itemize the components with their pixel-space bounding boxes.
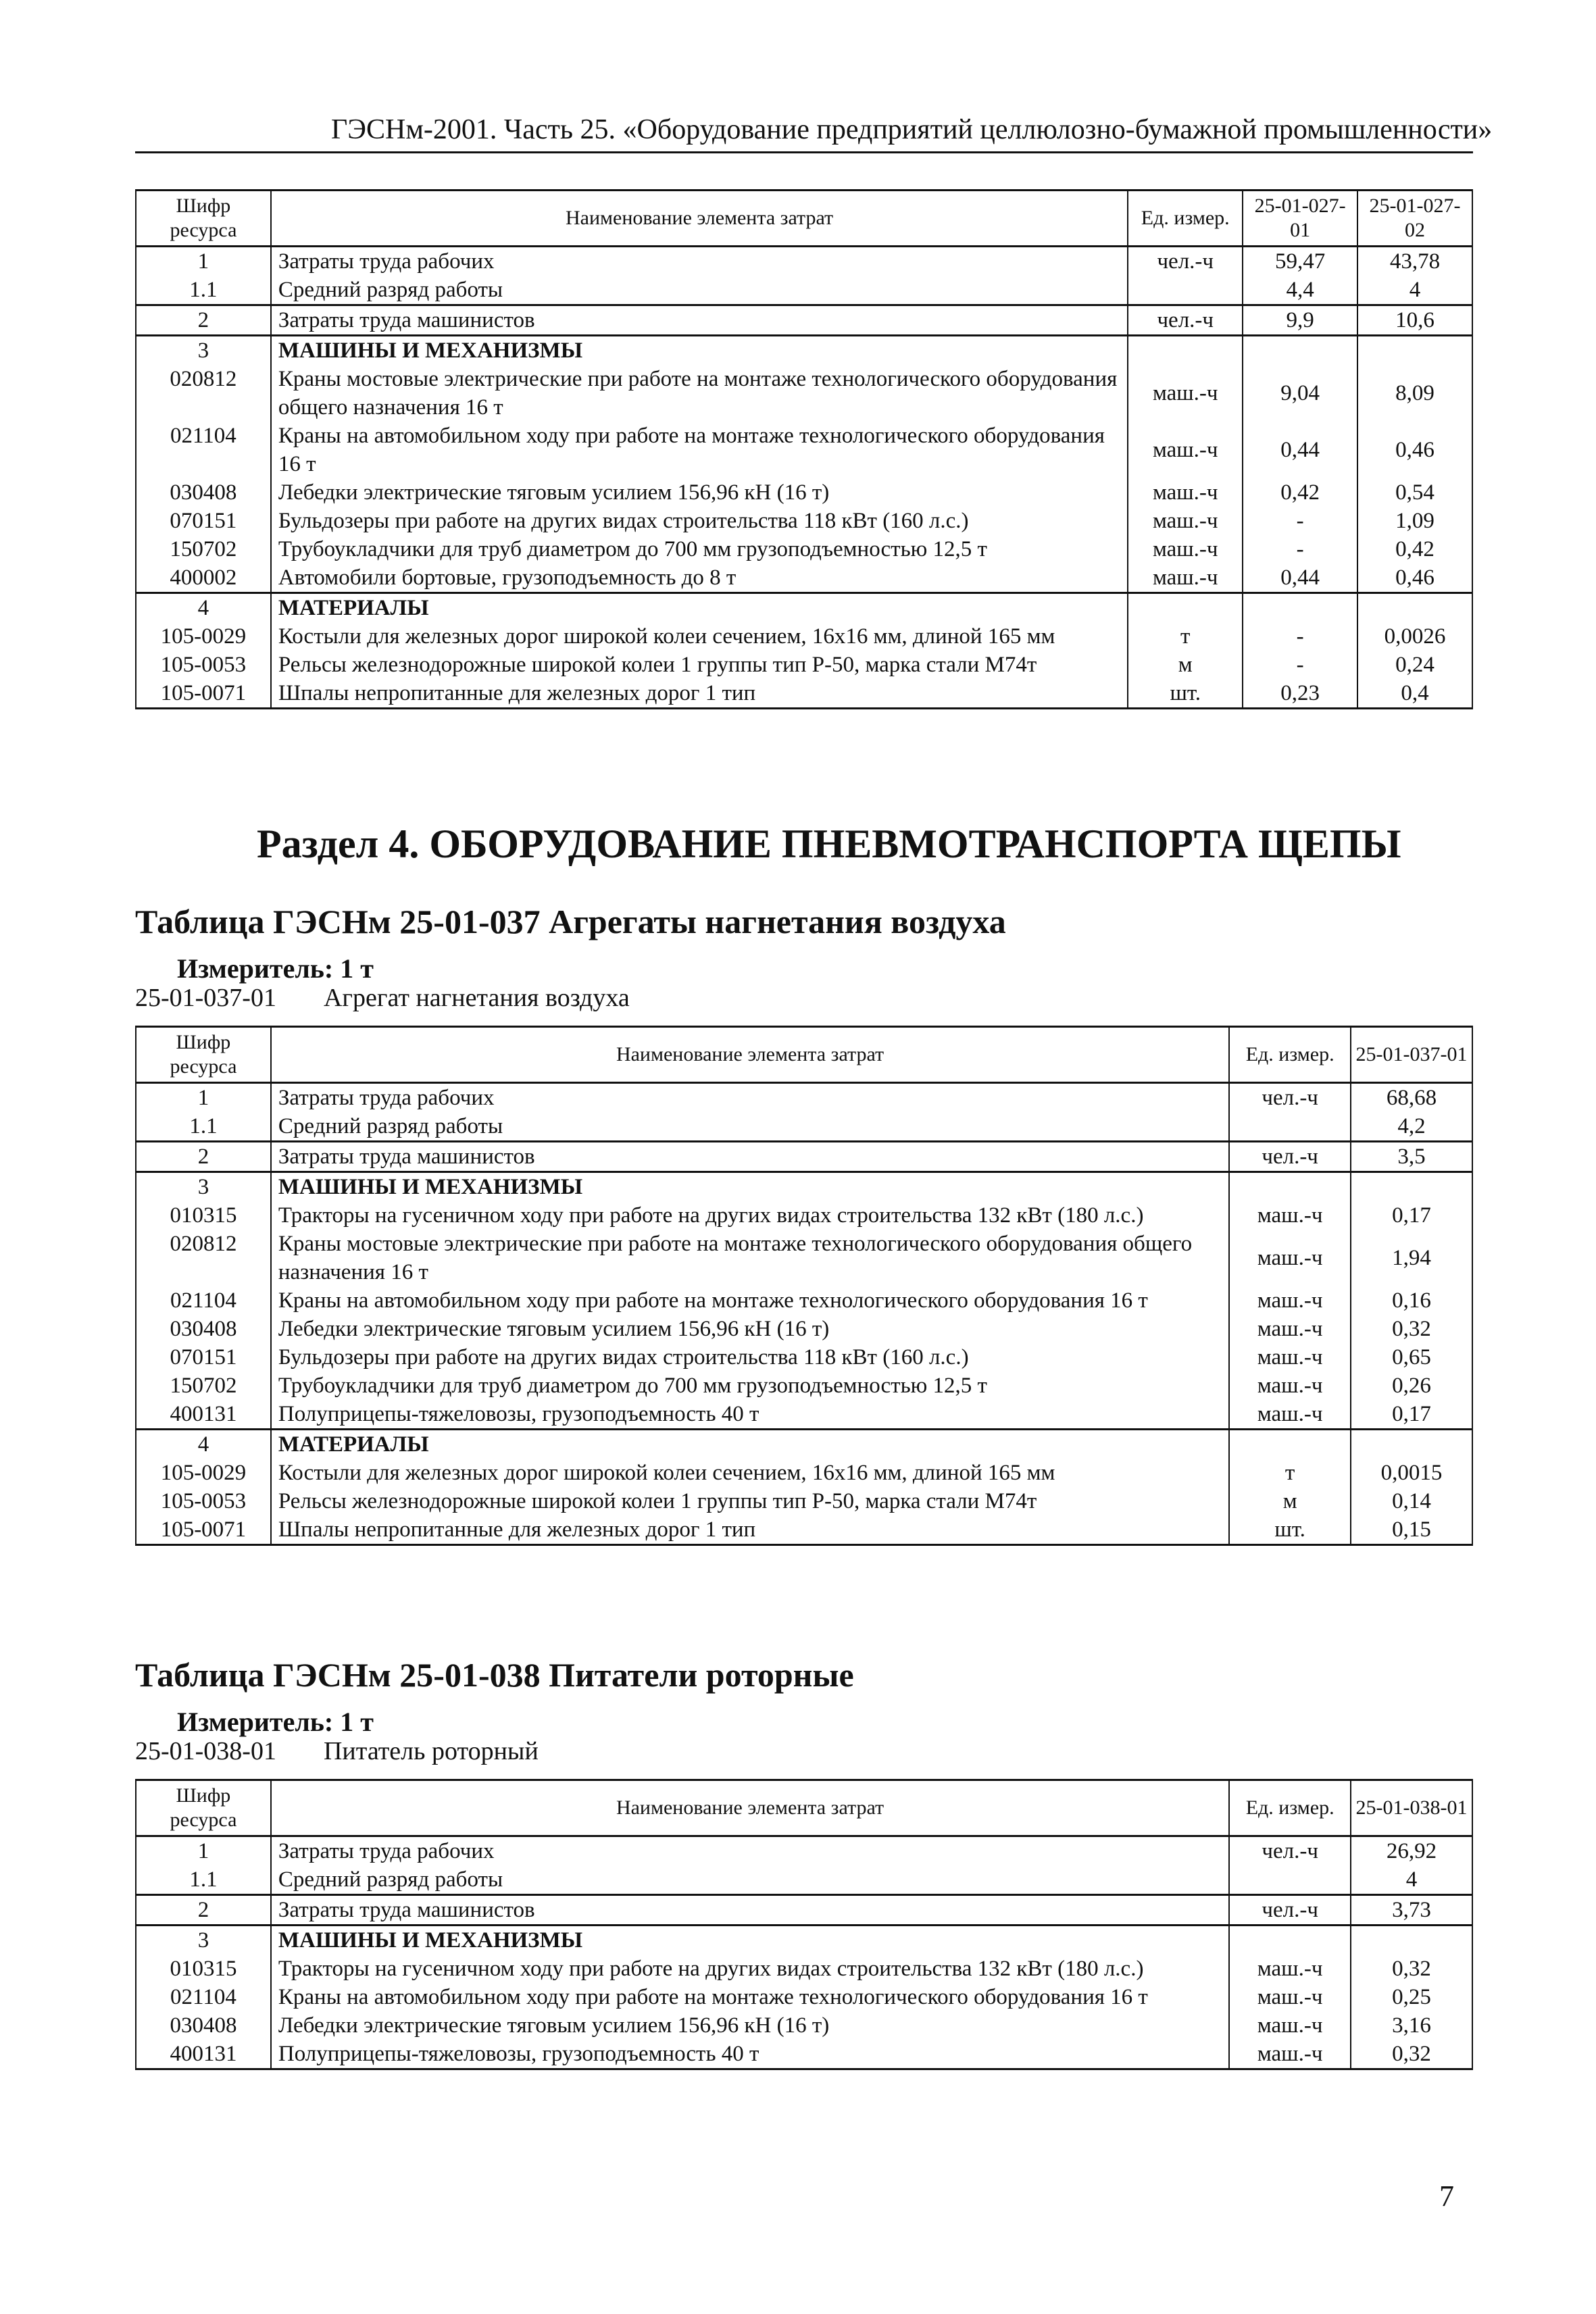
cell-value-1: 26,92: [1351, 1836, 1472, 1866]
header-unit: Ед. измер.: [1229, 1780, 1351, 1836]
cell-code: 105-0029: [136, 622, 271, 651]
table-row: [136, 1865, 1472, 1895]
cell-unit: маш.-ч: [1229, 1230, 1351, 1286]
cell-unit: маш.-ч: [1229, 1400, 1351, 1430]
table-row: [136, 593, 1472, 623]
table-row: [136, 1343, 1472, 1372]
cell-code: 3: [136, 1172, 271, 1202]
cell-name: Средний разряд работы: [271, 276, 1128, 305]
cell-unit: маш.-ч: [1128, 507, 1243, 535]
cell-unit: маш.-ч: [1229, 1343, 1351, 1372]
cell-unit: маш.-ч: [1229, 1286, 1351, 1315]
cell-value-2: 0,46: [1357, 422, 1472, 478]
cell-unit: маш.-ч: [1128, 422, 1243, 478]
table-header-row: [136, 1027, 1472, 1083]
cell-value-2: 0,24: [1357, 651, 1472, 679]
cell-name: Затраты труда рабочих: [271, 1083, 1229, 1113]
cell-unit: чел.-ч: [1128, 247, 1243, 276]
cell-name: Шпалы непропитанные для железных дорог 1 тип: [271, 679, 1128, 709]
header-name: Наименование элемента затрат: [271, 1027, 1229, 1083]
cell-value-2: 43,78: [1357, 247, 1472, 276]
cell-value-1: 0,14: [1351, 1487, 1472, 1515]
table-body: [136, 1836, 1472, 2069]
cell-name: Краны мостовые электрические при работе на монтаже технологического оборудования общего назначения 16 т: [271, 365, 1128, 422]
cell-value-1: 0,0015: [1351, 1459, 1472, 1487]
table-row: [136, 1487, 1472, 1515]
cell-code: 105-0053: [136, 651, 271, 679]
cell-value-1: 3,73: [1351, 1895, 1472, 1926]
measure-unit: Измеритель: 1 т: [177, 1707, 374, 1737]
cell-code: 400131: [136, 1400, 271, 1430]
cell-unit: м: [1229, 1487, 1351, 1515]
cell-code: 4: [136, 593, 271, 623]
cell-code: 1: [136, 247, 271, 276]
cell-unit: чел.-ч: [1229, 1836, 1351, 1866]
cell-value-2: 0,42: [1357, 535, 1472, 563]
cell-value-1: 0,15: [1351, 1515, 1472, 1545]
cell-value-1: 0,25: [1351, 1983, 1472, 2011]
table-row: [136, 535, 1472, 563]
cell-code: 020812: [136, 1230, 271, 1286]
cell-value-1: 0,44: [1243, 422, 1357, 478]
table-header-row: [136, 191, 1472, 247]
cell-value-1: 9,9: [1243, 305, 1357, 336]
cell-name: Лебедки электрические тяговым усилием 156,96 кН (16 т): [271, 2011, 1229, 2040]
cell-name: Лебедки электрические тяговым усилием 156,96 кН (16 т): [271, 478, 1128, 507]
table-body: [136, 247, 1472, 709]
table-row: [136, 1230, 1472, 1286]
cell-name: Костыли для железных дорог широкой колеи сечением, 16x16 мм, длиной 165 мм: [271, 622, 1128, 651]
cell-name: Рельсы железнодорожные широкой колеи 1 группы тип Р-50, марка стали М74т: [271, 1487, 1229, 1515]
cell-code: 070151: [136, 1343, 271, 1372]
cell-code: 3: [136, 1926, 271, 1955]
header-name: Наименование элемента затрат: [271, 1780, 1229, 1836]
item-code-line: [135, 983, 630, 1013]
table-row: [136, 622, 1472, 651]
cell-name: Трубоукладчики для труб диаметром до 700 мм грузоподъемностью 12,5 т: [271, 1372, 1229, 1400]
cell-value-1: [1351, 1926, 1472, 1955]
cell-unit: чел.-ч: [1229, 1083, 1351, 1113]
table-row: [136, 276, 1472, 305]
cell-name: Тракторы на гусеничном ходу при работе на других видах строительства 132 кВт (180 л.с.): [271, 1955, 1229, 1983]
cell-unit: маш.-ч: [1229, 2040, 1351, 2069]
table-row: [136, 1836, 1472, 1866]
cell-value-2: 10,6: [1357, 305, 1472, 336]
cell-name: Краны на автомобильном ходу при работе на монтаже технологического оборудования 16 т: [271, 1286, 1229, 1315]
cell-unit: маш.-ч: [1128, 535, 1243, 563]
cell-value-2: 0,46: [1357, 563, 1472, 593]
table-row: [136, 1459, 1472, 1487]
cell-name: Средний разряд работы: [271, 1865, 1229, 1895]
cell-name: Автомобили бортовые, грузоподъемность до 8 т: [271, 563, 1128, 593]
cell-name: МАШИНЫ И МЕХАНИЗМЫ: [271, 1926, 1229, 1955]
cell-code: 2: [136, 1142, 271, 1172]
cell-code: 010315: [136, 1955, 271, 1983]
cell-code: 400002: [136, 563, 271, 593]
cell-value-1: [1351, 1430, 1472, 1459]
table-row: [136, 1286, 1472, 1315]
cell-value-2: 1,09: [1357, 507, 1472, 535]
table-title: Таблица ГЭСНм 25-01-038 Питатели роторные: [135, 1656, 854, 1694]
table-row: [136, 336, 1472, 366]
running-header: ГЭСНм-2001. Часть 25. «Оборудование предприятий целлюлозно-бумажной промышленности»: [331, 114, 1493, 145]
cell-code: 1.1: [136, 1865, 271, 1895]
cell-value-1: 0,23: [1243, 679, 1357, 709]
table-row: [136, 1172, 1472, 1202]
cell-value-1: [1243, 593, 1357, 623]
cell-name: Затраты труда рабочих: [271, 247, 1128, 276]
cell-code: 2: [136, 1895, 271, 1926]
cell-name: Затраты труда машинистов: [271, 1142, 1229, 1172]
cell-code: 3: [136, 336, 271, 366]
cell-value-1: 59,47: [1243, 247, 1357, 276]
cell-unit: [1128, 276, 1243, 305]
cell-value-1: -: [1243, 651, 1357, 679]
cell-value-1: 3,5: [1351, 1142, 1472, 1172]
cell-code: 150702: [136, 1372, 271, 1400]
header-col1: 25-01-038-01: [1351, 1780, 1472, 1836]
cell-value-2: 0,54: [1357, 478, 1472, 507]
cell-name: Краны на автомобильном ходу при работе на монтаже технологического оборудования 16 т: [271, 422, 1128, 478]
table-row: [136, 305, 1472, 336]
table-row: [136, 1895, 1472, 1926]
header-col2: 25-01-027-02: [1357, 191, 1472, 247]
table-row: [136, 1515, 1472, 1545]
cell-value-1: 68,68: [1351, 1083, 1472, 1113]
cell-value-1: 0,26: [1351, 1372, 1472, 1400]
cell-value-1: [1243, 336, 1357, 366]
table-row: [136, 1926, 1472, 1955]
cell-code: 020812: [136, 365, 271, 422]
table-row: [136, 679, 1472, 709]
cell-code: 105-0071: [136, 1515, 271, 1545]
norm-table-25-01-037: [135, 1026, 1473, 1546]
header-rule: [135, 151, 1473, 153]
cell-value-2: 0,4: [1357, 679, 1472, 709]
cell-name: Лебедки электрические тяговым усилием 156,96 кН (16 т): [271, 1315, 1229, 1343]
cell-code: 105-0053: [136, 1487, 271, 1515]
cell-unit: [1229, 1172, 1351, 1202]
cell-unit: т: [1128, 622, 1243, 651]
cell-unit: маш.-ч: [1128, 478, 1243, 507]
cell-code: 021104: [136, 1983, 271, 2011]
cell-unit: маш.-ч: [1229, 1983, 1351, 2011]
table-row: [136, 651, 1472, 679]
cell-value-1: 9,04: [1243, 365, 1357, 422]
cell-code: 021104: [136, 1286, 271, 1315]
table-row: [136, 1112, 1472, 1142]
cell-name: МАТЕРИАЛЫ: [271, 1430, 1229, 1459]
cell-name: Краны на автомобильном ходу при работе на монтаже технологического оборудования 16 т: [271, 1983, 1229, 2011]
cell-code: 150702: [136, 535, 271, 563]
cell-name: Затраты труда машинистов: [271, 305, 1128, 336]
cell-unit: [1229, 1865, 1351, 1895]
norm-table-25-01-027: [135, 189, 1473, 709]
table-row: [136, 1315, 1472, 1343]
table-body: [136, 1083, 1472, 1545]
table-title: Таблица ГЭСНм 25-01-037 Агрегаты нагнетания воздуха: [135, 903, 1006, 940]
page-number: 7: [1439, 2180, 1454, 2213]
measure-unit: Измеритель: 1 т: [177, 953, 374, 984]
cell-value-1: 4,4: [1243, 276, 1357, 305]
cell-unit: чел.-ч: [1229, 1895, 1351, 1926]
table-row: [136, 2040, 1472, 2069]
header-code: Шифр ресурса: [136, 1027, 271, 1083]
cell-name: Шпалы непропитанные для железных дорог 1 тип: [271, 1515, 1229, 1545]
cell-code: 030408: [136, 2011, 271, 2040]
cell-name: Полуприцепы-тяжеловозы, грузоподъемность 40 т: [271, 2040, 1229, 2069]
cell-unit: чел.-ч: [1128, 305, 1243, 336]
cell-code: 021104: [136, 422, 271, 478]
cell-unit: маш.-ч: [1128, 563, 1243, 593]
cell-unit: [1229, 1926, 1351, 1955]
cell-value-2: 8,09: [1357, 365, 1472, 422]
cell-code: 1.1: [136, 1112, 271, 1142]
cell-value-1: 4,2: [1351, 1112, 1472, 1142]
item-code: 25-01-038-01: [135, 1737, 276, 1765]
cell-name: Бульдозеры при работе на других видах строительства 118 кВт (160 л.с.): [271, 507, 1128, 535]
header-col1: 25-01-037-01: [1351, 1027, 1472, 1083]
cell-value-1: 0,65: [1351, 1343, 1472, 1372]
table-row: [136, 1983, 1472, 2011]
section-title: Раздел 4. ОБОРУДОВАНИЕ ПНЕВМОТРАНСПОРТА ЩЕПЫ: [257, 822, 1401, 866]
cell-unit: чел.-ч: [1229, 1142, 1351, 1172]
cell-name: Затраты труда рабочих: [271, 1836, 1229, 1866]
cell-unit: маш.-ч: [1128, 365, 1243, 422]
table-row: [136, 1430, 1472, 1459]
cell-name: МАТЕРИАЛЫ: [271, 593, 1128, 623]
cell-value-1: 0,44: [1243, 563, 1357, 593]
cell-value-1: 0,42: [1243, 478, 1357, 507]
cell-value-2: [1357, 336, 1472, 366]
cell-unit: маш.-ч: [1229, 1372, 1351, 1400]
norm-table-25-01-038: [135, 1779, 1473, 2070]
cell-unit: [1128, 336, 1243, 366]
table-row: [136, 2011, 1472, 2040]
cell-value-1: 0,32: [1351, 2040, 1472, 2069]
cell-name: Затраты труда машинистов: [271, 1895, 1229, 1926]
cell-unit: маш.-ч: [1229, 1955, 1351, 1983]
cell-value-1: 4: [1351, 1865, 1472, 1895]
cell-value-1: 0,17: [1351, 1400, 1472, 1430]
table-row: [136, 422, 1472, 478]
item-name: Питатель роторный: [323, 1737, 539, 1765]
item-name: Агрегат нагнетания воздуха: [323, 984, 630, 1012]
table-row: [136, 478, 1472, 507]
table-row: [136, 1083, 1472, 1113]
cell-code: 1: [136, 1083, 271, 1113]
cell-code: 4: [136, 1430, 271, 1459]
table-row: [136, 1400, 1472, 1430]
cell-value-1: -: [1243, 535, 1357, 563]
cell-unit: т: [1229, 1459, 1351, 1487]
cell-value-1: 1,94: [1351, 1230, 1472, 1286]
cell-value-1: 0,16: [1351, 1286, 1472, 1315]
table-row: [136, 1142, 1472, 1172]
cell-unit: [1229, 1112, 1351, 1142]
cell-name: Полуприцепы-тяжеловозы, грузоподъемность 40 т: [271, 1400, 1229, 1430]
cell-value-1: 0,32: [1351, 1955, 1472, 1983]
table-header-row: [136, 1780, 1472, 1836]
table-row: [136, 365, 1472, 422]
cell-unit: шт.: [1128, 679, 1243, 709]
cell-value-1: -: [1243, 622, 1357, 651]
header-code: Шифр ресурса: [136, 191, 271, 247]
cell-code: 2: [136, 305, 271, 336]
cell-code: 030408: [136, 478, 271, 507]
table-row: [136, 1372, 1472, 1400]
cell-value-2: [1357, 593, 1472, 623]
cell-value-1: 0,32: [1351, 1315, 1472, 1343]
cell-value-1: [1351, 1172, 1472, 1202]
cell-unit: [1128, 593, 1243, 623]
cell-code: 070151: [136, 507, 271, 535]
cell-name: МАШИНЫ И МЕХАНИЗМЫ: [271, 1172, 1229, 1202]
cell-unit: маш.-ч: [1229, 2011, 1351, 2040]
item-code: 25-01-037-01: [135, 984, 276, 1012]
table-row: [136, 247, 1472, 276]
item-code-line: [135, 1736, 539, 1766]
cell-code: 105-0029: [136, 1459, 271, 1487]
cell-code: 105-0071: [136, 679, 271, 709]
cell-unit: м: [1128, 651, 1243, 679]
cell-name: Бульдозеры при работе на других видах строительства 118 кВт (160 л.с.): [271, 1343, 1229, 1372]
header-name: Наименование элемента затрат: [271, 191, 1128, 247]
cell-value-2: 0,0026: [1357, 622, 1472, 651]
header-unit: Ед. измер.: [1128, 191, 1243, 247]
cell-code: 030408: [136, 1315, 271, 1343]
cell-code: 1.1: [136, 276, 271, 305]
header-code: Шифр ресурса: [136, 1780, 271, 1836]
cell-unit: маш.-ч: [1229, 1315, 1351, 1343]
header-unit: Ед. измер.: [1229, 1027, 1351, 1083]
table-row: [136, 507, 1472, 535]
cell-name: Рельсы железнодорожные широкой колеи 1 группы тип Р-50, марка стали М74т: [271, 651, 1128, 679]
cell-code: 400131: [136, 2040, 271, 2069]
cell-name: Средний разряд работы: [271, 1112, 1229, 1142]
cell-value-1: 3,16: [1351, 2011, 1472, 2040]
cell-name: МАШИНЫ И МЕХАНИЗМЫ: [271, 336, 1128, 366]
table-row: [136, 1955, 1472, 1983]
cell-value-1: -: [1243, 507, 1357, 535]
table-row: [136, 563, 1472, 593]
cell-value-1: 0,17: [1351, 1201, 1472, 1230]
table-row: [136, 1201, 1472, 1230]
cell-unit: шт.: [1229, 1515, 1351, 1545]
cell-code: 010315: [136, 1201, 271, 1230]
cell-name: Костыли для железных дорог широкой колеи сечением, 16x16 мм, длиной 165 мм: [271, 1459, 1229, 1487]
cell-value-2: 4: [1357, 276, 1472, 305]
cell-name: Трубоукладчики для труб диаметром до 700 мм грузоподъемностью 12,5 т: [271, 535, 1128, 563]
cell-name: Тракторы на гусеничном ходу при работе на других видах строительства 132 кВт (180 л.с.): [271, 1201, 1229, 1230]
cell-code: 1: [136, 1836, 271, 1866]
cell-name: Краны мостовые электрические при работе на монтаже технологического оборудования общего назначения 16 т: [271, 1230, 1229, 1286]
header-col1: 25-01-027-01: [1243, 191, 1357, 247]
cell-unit: маш.-ч: [1229, 1201, 1351, 1230]
cell-unit: [1229, 1430, 1351, 1459]
